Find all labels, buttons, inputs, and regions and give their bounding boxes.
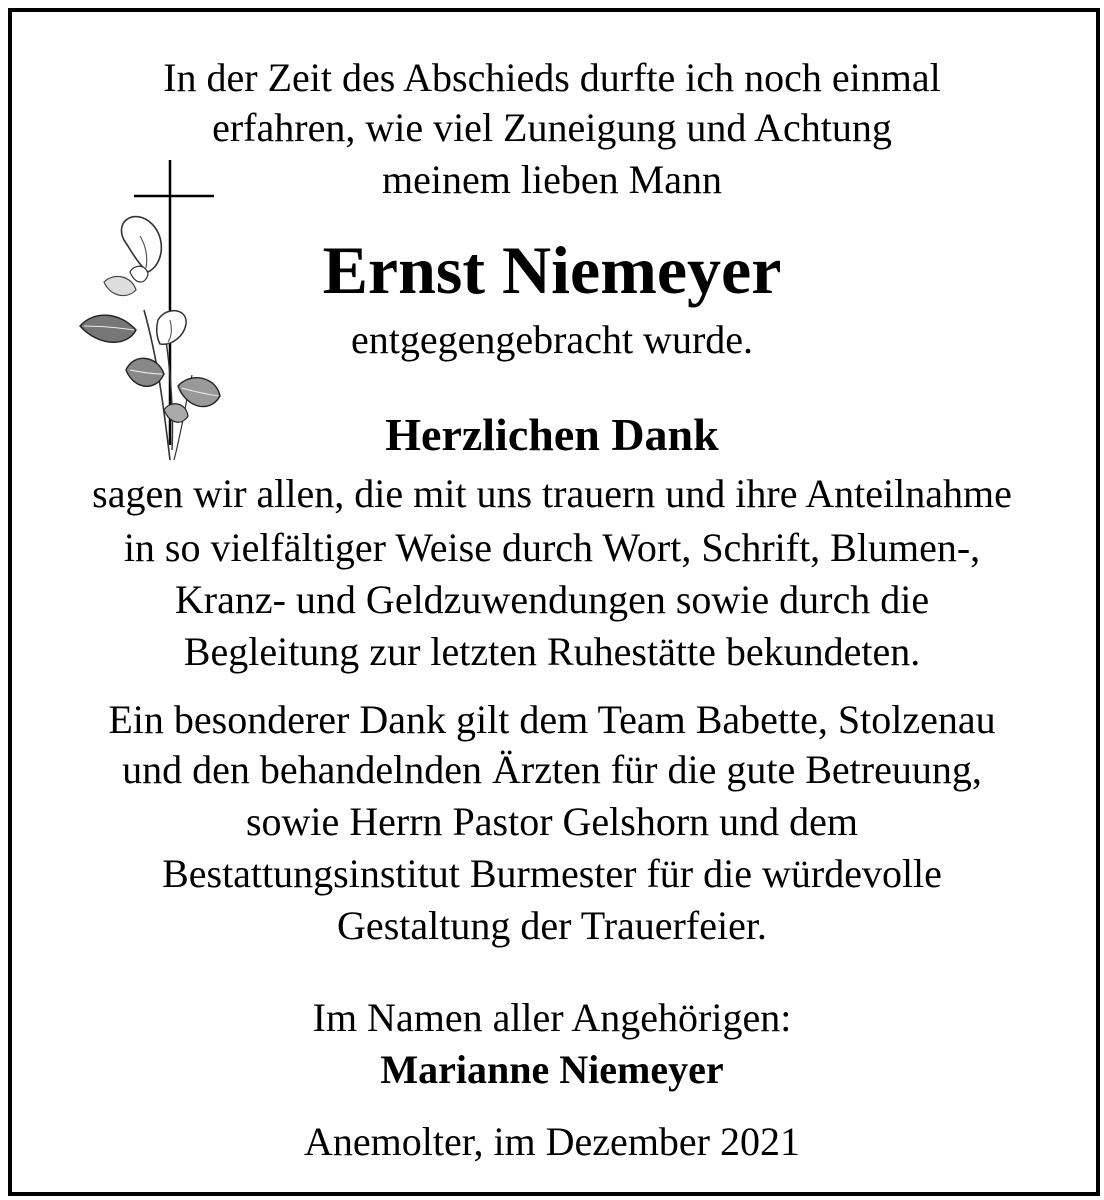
paragraph1-line: sagen wir allen, die mit uns trauern und ihre Anteilnahme [92,471,1012,516]
paragraph1-line: Kranz- und Geldzuwendungen sowie durch die [174,577,930,622]
signatory-name: Marianne Niemeyer [380,1047,724,1092]
paragraph2-line: Gestaltung der Trauerfeier. [337,903,767,948]
thanks-heading: Herzlichen Dank [385,409,719,460]
paragraph1-line: Begleitung zur letzten Ruhestätte bekundeten. [183,629,921,674]
paragraph2-line: Bestattungsinstitut Burmester für die würdevolle [162,851,942,896]
paragraph2-line: sowie Herrn Pastor Gelshorn und dem [245,799,859,844]
intro-line-3: meinem lieben Mann [382,157,722,202]
closing-line: Im Namen aller Angehörigen: [312,995,792,1040]
intro-line-2: erfahren, wie viel Zuneigung und Achtung [212,105,892,150]
intro-line-1: In der Zeit des Abschieds durfte ich noch einmal [163,55,941,100]
deceased-name: Ernst Niemeyer [322,232,782,308]
place-date: Anemolter, im Dezember 2021 [303,1119,800,1164]
paragraph1-line: in so vielfältiger Weise durch Wort, Schrift, Blumen-, [123,525,981,570]
paragraph2-line: und den behandelnden Ärzten für die gute Betreuung, [122,747,982,792]
paragraph2-line: Ein besonderer Dank gilt dem Team Babette, Stolzenau [108,697,996,742]
after-name-line: entgegengebracht wurde. [350,317,754,362]
